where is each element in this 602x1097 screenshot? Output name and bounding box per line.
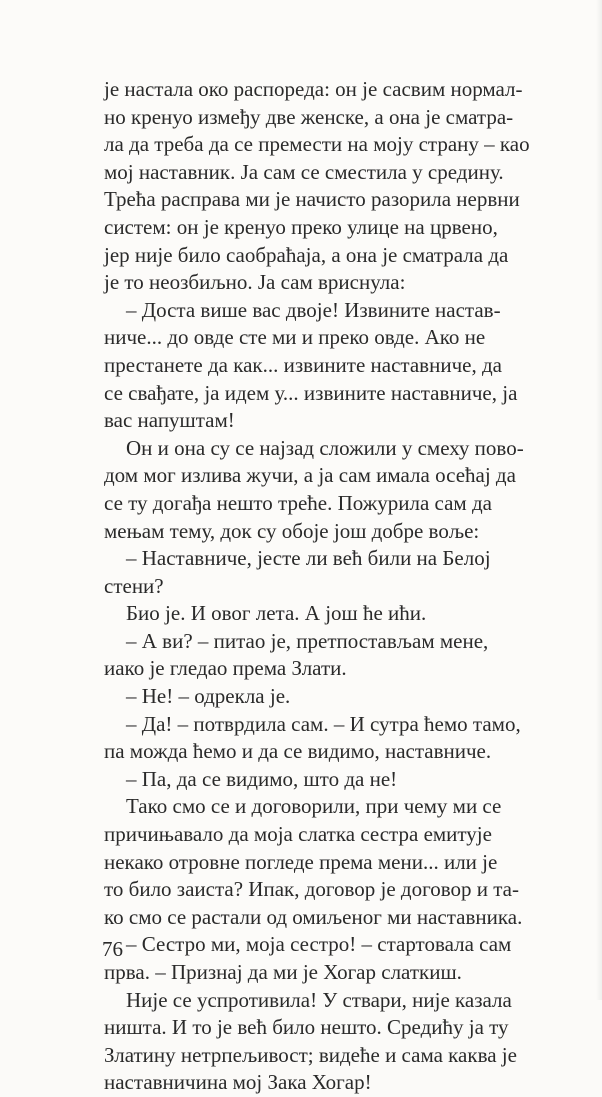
text-line: Златину нетрпељивост; видеће и сама каква је <box>104 1042 517 1067</box>
text-line: ко смо се растали од омиљеног ми наставника. <box>104 904 523 929</box>
text-line: се свађате, ја идем у... извините наставниче, ја <box>104 380 518 405</box>
body-text <box>104 76 560 1097</box>
text-line: прва. – Признај да ми је Хогар слаткиш. <box>104 960 462 984</box>
text-line: престанете да как... извините наставниче, да <box>104 352 502 377</box>
text-line: – Не! – одрекла је. <box>126 684 291 709</box>
text-line: мењам тему, док су обоје још добре воље: <box>104 518 480 543</box>
text-line: јер није било саобраћаја, а она је сматрала да <box>104 242 509 267</box>
page-number: 76 <box>102 937 123 961</box>
text-line: ништа. И то је већ било нешто. Средићу ја ту <box>104 1015 509 1040</box>
text-line: мој наставник. Ја сам се сместила у средину. <box>104 159 504 184</box>
text-line: Био је. И овог лета. А још ће ићи. <box>126 601 427 626</box>
text-line: се ту догађа нешто треће. Пожурила сам да <box>104 490 492 515</box>
text-line: ниче... до овде сте ми и преко овде. Ако не <box>104 325 486 350</box>
text-line: – Доста више вас двоје! Извините настав- <box>126 297 501 322</box>
text-line: систем: он је кренуо преко улице на црвено, <box>104 214 498 239</box>
text-line: – Сестро ми, моја сестро! – стартовала сам <box>126 932 512 957</box>
text-line: вас напуштам! <box>104 408 235 433</box>
text-line: – Да! – потврдила сам. – И сутра ћемо тамо, <box>126 711 521 736</box>
text-line: Трећа расправа ми је начисто разорила нервни <box>104 187 520 212</box>
text-line: стени? <box>104 573 164 598</box>
text-line: ла да треба да се премести на моју страну – као <box>104 132 530 157</box>
text-line: па можда ћемо и да се видимо, наставниче. <box>104 739 492 764</box>
text-line: дом мог излива жучи, а ја сам имала осећај да <box>104 463 516 488</box>
text-line: но кренуо између две женске, а она је сматра- <box>104 104 514 129</box>
text-line: – Наставниче, јесте ли већ били на Белој <box>126 546 491 571</box>
text-line: Он и она су се најзад сложили у смеху пово- <box>126 435 524 460</box>
text-line: Тако смо се и договорили, при чему ми се <box>126 794 502 819</box>
text-line: то било заиста? Ипак, договор је договор и та- <box>104 877 519 902</box>
text-line: Није се успротивила! У ствари, није казала <box>126 987 512 1012</box>
text-line: је настала око распореда: он је сасвим нормал- <box>104 77 523 101</box>
text-line: – А ви? – питао је, претпостављам мене, <box>126 628 489 653</box>
page-edge-shadow <box>596 0 602 1000</box>
text-line: наставничина мој Зака Хогар! <box>104 1070 372 1095</box>
text-line: иако је гледао према Злати. <box>104 656 347 681</box>
text-line: – Па, да се видимо, што да не! <box>126 766 398 791</box>
text-line: је то неозбиљно. Ја сам вриснула: <box>104 270 406 295</box>
text-line: некако отровне погледе према мени... или је <box>104 849 498 874</box>
text-line: причињавало да моја слатка сестра емитује <box>104 822 492 847</box>
